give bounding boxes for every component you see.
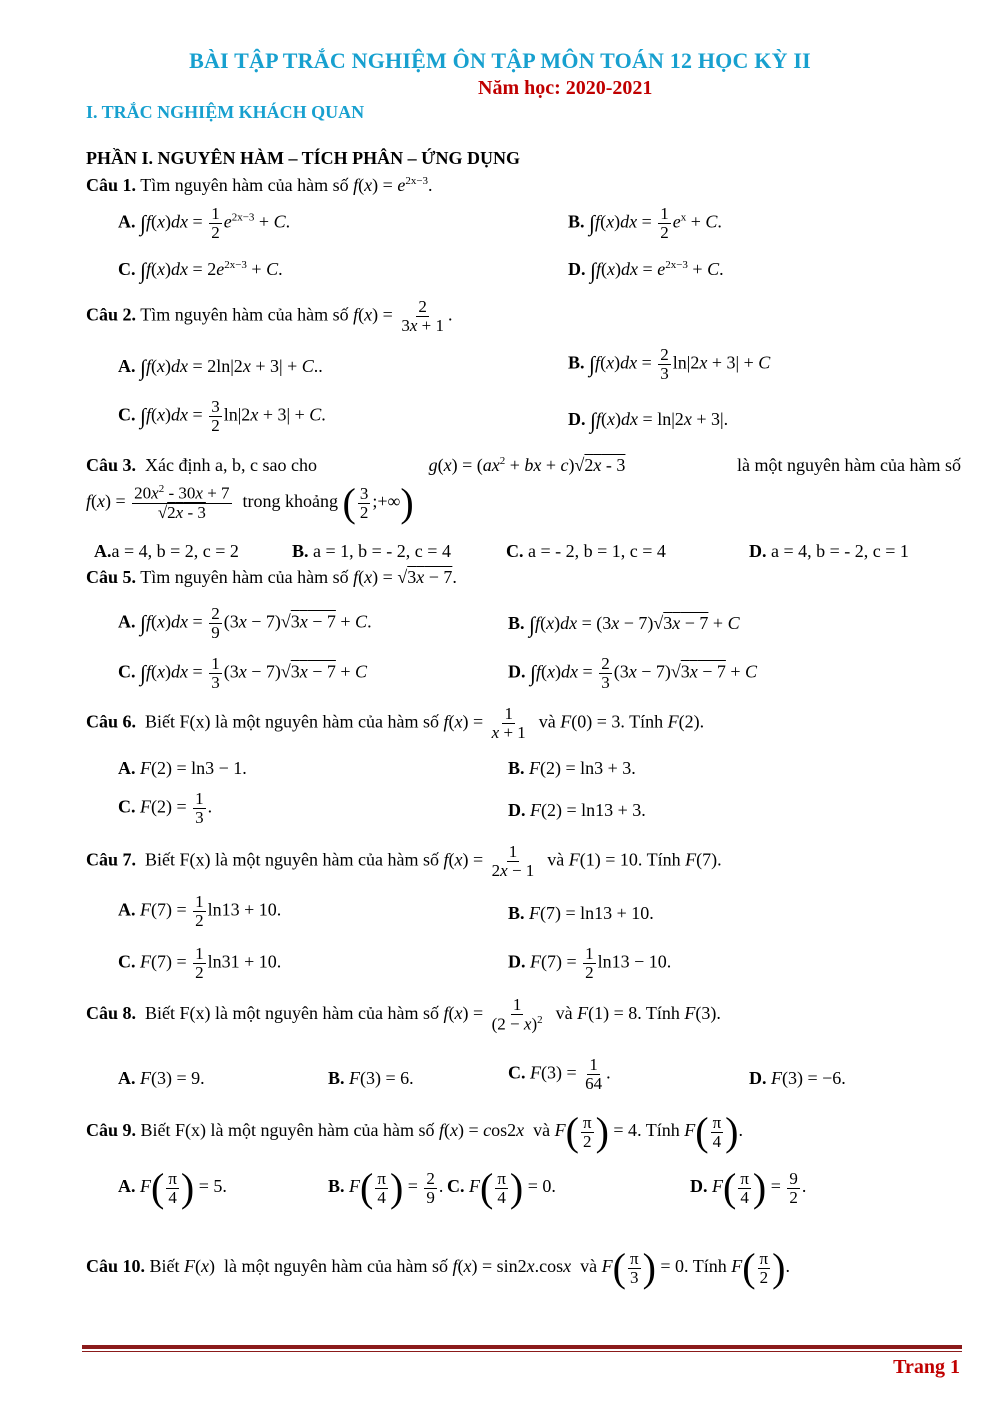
q1-option-a: A. ∫f(x)dx = $\frac{1}{2}$ $e^{2x-3} + C$. — [118, 204, 291, 242]
q7-option-a: A. F(7) = $\frac{1}{2}$ ln13 + 10. — [118, 892, 282, 930]
q5-option-c: C. ∫f(x)dx = $\frac{1}{3}$ (3x − 7)√3x − 7 + C — [118, 654, 368, 692]
part-heading: PHẦN I. NGUYÊN HÀM – TÍCH PHÂN – ỨNG DỤNG — [86, 148, 520, 168]
q8-option-b: B. F(3) = 6. — [328, 1068, 414, 1088]
q6-option-a: A. F(2) = ln3 − 1. — [118, 758, 247, 778]
q9-option-a: A. F( $\frac{\pi}{4}$ ) = 5. — [118, 1165, 227, 1210]
q9-option-d: D. F( $\frac{\pi}{4}$ ) = $\frac{9}{2}$ . — [690, 1165, 807, 1210]
q3-option-a: A.a = 4, b = 2, c = 2 — [94, 541, 239, 561]
footer-rule — [82, 1345, 962, 1349]
school-year: Năm học: 2020-2021 — [478, 77, 653, 99]
q6-option-c: C. F(2) = $\frac{1}{3}$ . — [118, 789, 213, 827]
q6-option-b: B. F(2) = ln3 + 3. — [508, 758, 636, 778]
section-heading: I. TRẮC NGHIỆM KHÁCH QUAN — [86, 102, 365, 122]
q8-option-d: D. F(3) = −6. — [749, 1068, 846, 1088]
q1-option-c: C. $\int f(x)dx = 2e^{2x-3} + C$. — [118, 258, 283, 283]
q3-option-b: B. a = 1, b = - 2, c = 4 — [292, 541, 451, 561]
q3-option-d: D. a = 4, b = - 2, c = 1 — [749, 541, 909, 561]
q9-option-c: C. F( $\frac{\pi}{4}$ ) = 0. — [447, 1165, 556, 1210]
question-9: Câu 9. Biết F(x) là một nguyên hàm của hàm số f(x) = cos2x và F( $\frac{\pi}{2}$ ) = 4. Tính F( $\frac{\pi}{4}$ ). — [86, 1109, 743, 1154]
footer-rule-thin — [82, 1351, 962, 1352]
question-3: Câu 3. Xác định a, b, c sao cho $g(x) = (ax^2$ + bx + c)√2x - 3 là một nguyên hàm của hàm số — [86, 455, 961, 475]
q1-option-d: D. $\int f(x)dx = e^{2x-3} + C$. — [568, 258, 724, 283]
question-2: Câu 2. Tìm nguyên hàm của hàm số f(x) = $\frac{2}{3x + 1}$ . — [86, 297, 453, 335]
q5-option-d: D. ∫f(x)dx = $\frac{2}{3}$ (3x − 7)√3x − 7 + C — [508, 654, 758, 692]
q6-option-d: D. F(2) = ln13 + 3. — [508, 800, 646, 820]
question-label: Câu 1. — [86, 175, 137, 195]
q5-option-b: B. ∫f(x)dx = (3x − 7)√3x − 7 + C — [508, 612, 740, 637]
q2-option-d: D. ∫f(x)dx = ln|2x + 3|. — [568, 408, 729, 433]
q8-option-a: A. F(3) = 9. — [118, 1068, 205, 1088]
q5-option-a: A. ∫f(x)dx = $\frac{2}{9}$ (3x − 7)√3x − 7 + C. — [118, 604, 372, 642]
question-8: Câu 8. Biết F(x) là một nguyên hàm của hàm số f(x) = $\frac{1}{(2 - x)^2}$ và F(1) = 8. Tính F(3). — [86, 995, 721, 1034]
question-7: Câu 7. Biết F(x) là một nguyên hàm của hàm số f(x) = $\frac{1}{2x - 1}$ và F(1) = 10. Tính F(7). — [86, 842, 722, 880]
q7-option-d: D. F(7) = $\frac{1}{2}$ ln13 − 10. — [508, 944, 672, 982]
document-title: BÀI TẬP TRẮC NGHIỆM ÔN TẬP MÔN TOÁN 12 HỌC KỲ II — [189, 48, 811, 73]
page-number: Trang 1 — [893, 1356, 960, 1378]
question-10: Câu 10. Biết F(x) là một nguyên hàm của hàm số f(x) = sin2x.cosx và F( $\frac{\pi}{3}$ ) = 0. Tính F( $\frac{\pi}{2}$ ). — [86, 1245, 790, 1290]
q2-option-c: C. ∫f(x)dx = $\frac{3}{2}$ ln|2x + 3| + C. — [118, 397, 326, 435]
q9-option-b: B. F( $\frac{\pi}{4}$ ) = $\frac{2}{9}$ . — [328, 1165, 444, 1210]
q7-option-b: B. F(7) = ln13 + 10. — [508, 903, 654, 923]
q8-option-c: C. F(3) = $\frac{1}{64}$ . — [508, 1055, 611, 1093]
q7-option-c: C. F(7) = $\frac{1}{2}$ ln31 + 10. — [118, 944, 282, 982]
question-text: Tìm nguyên hàm của hàm số — [140, 175, 349, 195]
question-6: Câu 6. Biết F(x) là một nguyên hàm của hàm số f(x) = $\frac{1}{x + 1}$ và F(0) = 3. Tính F(2). — [86, 704, 705, 742]
q2-option-b: B. ∫f(x)dx = $\frac{2}{3}$ ln|2x + 3| + C — [568, 345, 771, 383]
q2-option-a: A. ∫f(x)dx = 2ln|2x + 3| + C.. — [118, 355, 323, 380]
q1-option-b: B. ∫f(x)dx = $\frac{1}{2}$ $e^x + C$. — [568, 204, 722, 242]
q3-option-c: C. a = - 2, b = 1, c = 4 — [506, 541, 666, 561]
question-3-line2: f(x) = $\frac{20x^2 - 30x + 7}{√2x - 3}$ trong khoảng ( $\frac{3}{2}$ ;+∞) — [86, 480, 414, 525]
question-5: Câu 5. Tìm nguyên hàm của hàm số f(x) = √3x − 7. — [86, 567, 457, 587]
question-1: Câu 1. Tìm nguyên hàm của hàm số $f(x) = e^{2x-3}$. — [86, 175, 433, 195]
